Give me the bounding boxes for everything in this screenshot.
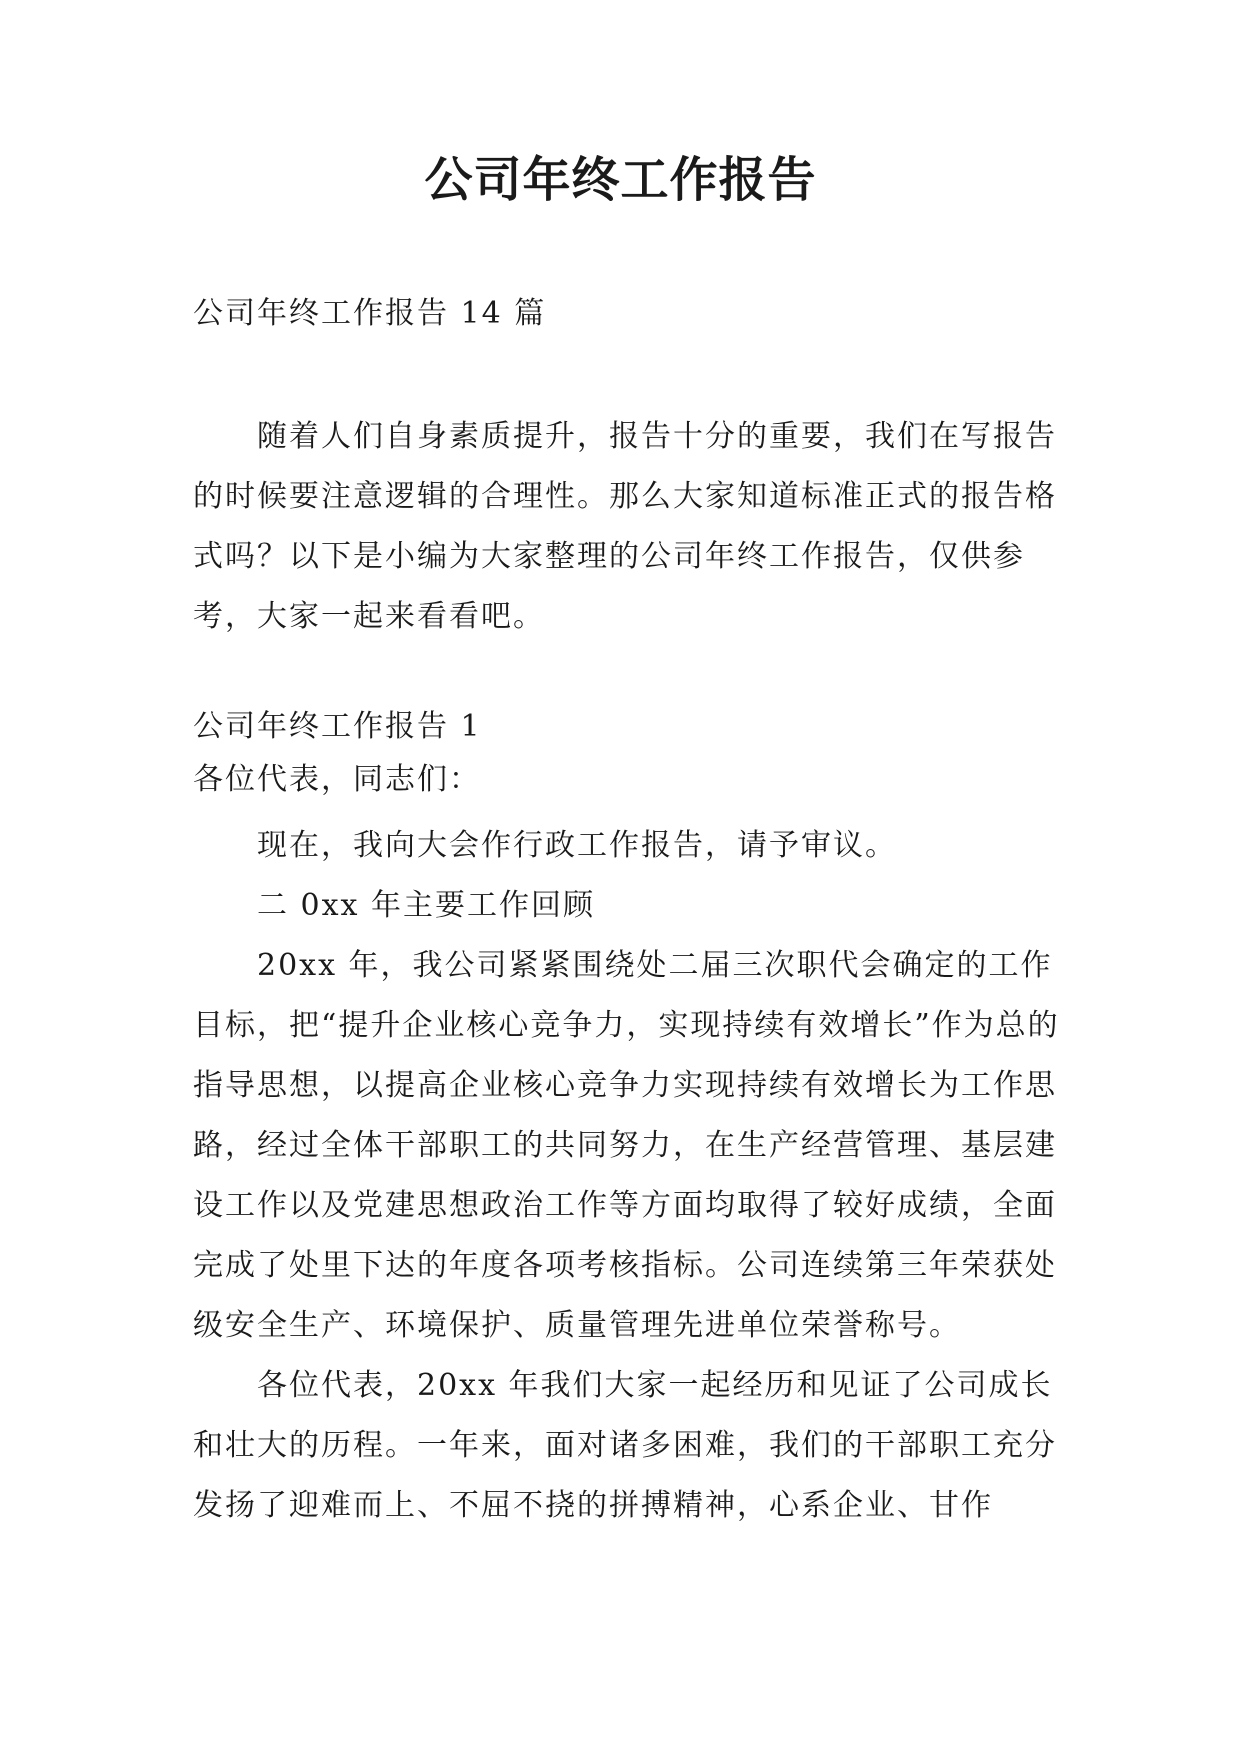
intro-paragraph: 随着人们自身素质提升，报告十分的重要，我们在写报告的时候要注意逻辑的合理性。那么大家知道标准正式的报告格式吗？以下是小编为大家整理的公司年终工作报告，仅供参考，大家一起来看看吧。	[193, 419, 1057, 634]
body-paragraph: 各位代表，20xx 年我们大家一起经历和见证了公司成长和壮大的历程。一年来，面对诸多困难，我们的干部职工充分发扬了迎难而上、不屈不挠的拼搏精神，心系企业、甘作	[193, 1368, 1057, 1523]
body-paragraph: 20xx 年，我公司紧紧围绕处二届三次职代会确定的工作目标，把“提升企业核心竞争力，实现持续有效增长”作为总的指导思想，以提高企业核心竞争力实现持续有效增长为工作思路，经过全体干部职工的共同努力，在生产经营管理、基层建设工作以及党建思想政治工作等方面均取得了较好成绩，全面完成了处里下达的年度各项考核指标。公司连续第三年荣获处级安全生产、环境保护、质量管理先进单位荣誉称号。	[193, 948, 1060, 1343]
document-title: 公司年终工作报告	[424, 152, 817, 208]
report-body	[193, 816, 1063, 1536]
document-subtitle: 公司年终工作报告 14 篇	[193, 296, 547, 331]
salutation: 各位代表，同志们：	[193, 762, 481, 797]
body-paragraph: 二 0xx 年主要工作回顾	[257, 888, 595, 923]
body-paragraph: 现在，我向大会作行政工作报告，请予审议。	[257, 828, 897, 863]
section-heading: 公司年终工作报告 1	[193, 709, 482, 744]
